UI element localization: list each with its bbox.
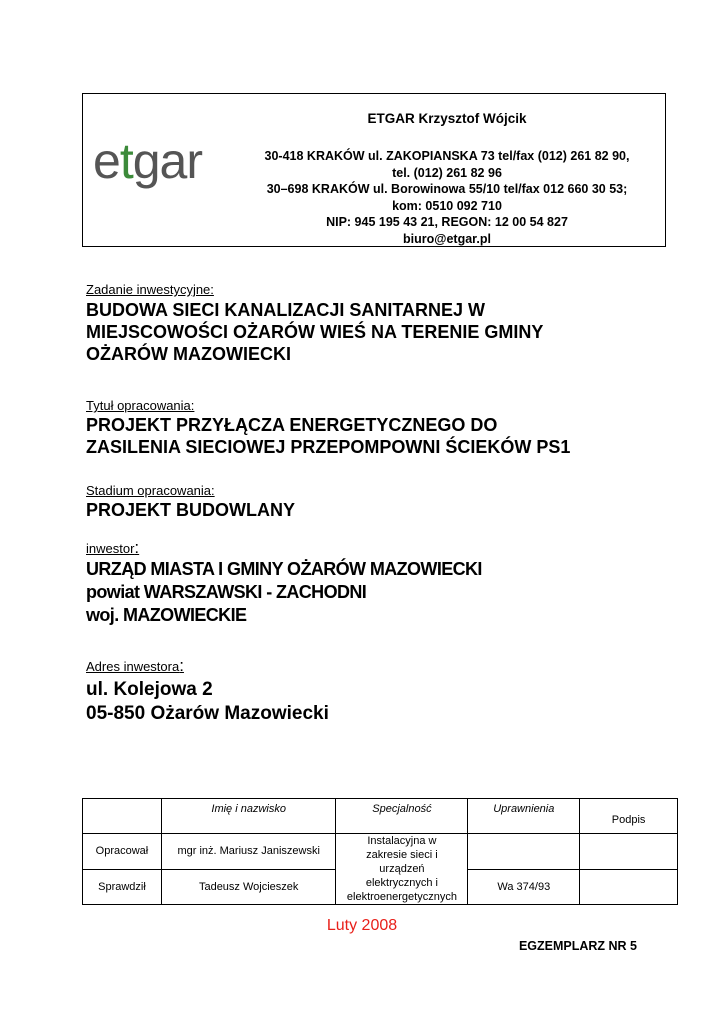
company-email: biuro@etgar.pl <box>403 231 491 246</box>
header-cell-uprawnienia: Uprawnienia <box>468 799 580 834</box>
specjalnosc-line: Instalacyjna w <box>367 835 437 847</box>
company-info <box>233 94 661 247</box>
zadanie-line: BUDOWA SIECI KANALIZACJI SANITARNEJ W <box>86 300 486 320</box>
document-date: Luty 2008 <box>326 917 398 934</box>
row-role: Opracował <box>83 834 162 870</box>
row-name: mgr inż. Mariusz Janiszewski <box>161 834 336 870</box>
inwestor-line: woj. MAZOWIECKIE <box>86 605 247 625</box>
header-cell-empty <box>83 799 162 834</box>
specjalnosc-cell <box>336 834 468 905</box>
inwestor-line: URZĄD MIASTA I GMINY OŻARÓW MAZOWIECKI <box>86 559 482 579</box>
tytul-label: Tytuł opracowania: <box>86 398 195 413</box>
row-uprawnienia <box>468 834 580 870</box>
row-uprawnienia: Wa 374/93 <box>468 869 580 905</box>
tytul-line: PROJEKT PRZYŁĄCZA ENERGETYCZNEGO DO <box>86 415 498 435</box>
company-line: kom: 0510 092 710 <box>392 198 502 213</box>
header-box <box>82 93 666 247</box>
company-address <box>233 148 661 247</box>
row-podpis <box>580 834 678 870</box>
tytul-line: ZASILENIA SIECIOWEJ PRZEPOMPOWNI ŚCIEKÓW PS1 <box>86 437 571 457</box>
specjalnosc-line: zakresie sieci i <box>366 849 438 861</box>
adres-line: ul. Kolejowa 2 <box>86 679 213 700</box>
company-line: NIP: 945 195 43 21, REGON: 12 00 54 827 <box>326 215 568 229</box>
etgar-logo <box>93 133 202 189</box>
copy-number: EGZEMPLARZ NR 5 <box>518 939 637 953</box>
adres-label <box>86 656 329 676</box>
zadanie-section <box>86 282 543 365</box>
signature-table <box>82 798 678 905</box>
company-line: 30–698 KRAKÓW ul. Borowinowa 55/10 tel/fax 012 660 30 53; <box>266 182 628 196</box>
adres-line: 05-850 Ożarów Mazowiecki <box>86 703 329 724</box>
inwestor-label-colon: : <box>134 538 140 557</box>
adres-label-text: Adres inwestora <box>86 659 180 674</box>
inwestor-name <box>86 558 482 627</box>
zadanie-title <box>86 299 543 365</box>
header-cell-podpis: Podpis <box>580 799 678 834</box>
specjalnosc-line: elektroenergetycznych <box>346 891 457 903</box>
company-name: ETGAR Krzysztof Wójcik <box>367 111 527 126</box>
row-role: Sprawdził <box>83 869 162 905</box>
signature-table-header <box>83 799 678 834</box>
stadium-section <box>86 483 295 521</box>
tytul-title <box>86 414 570 458</box>
logo-letters-gar: gar <box>132 133 202 189</box>
adres-value <box>86 678 329 726</box>
zadanie-line: OŻARÓW MAZOWIECKI <box>86 344 291 364</box>
adres-label-colon: : <box>179 656 184 675</box>
specjalnosc-line: elektrycznych i <box>365 877 438 889</box>
zadanie-label: Zadanie inwestycyjne: <box>86 282 214 297</box>
specjalnosc-line: urządzeń <box>379 863 425 875</box>
table-row <box>83 834 678 870</box>
company-line: 30-418 KRAKÓW ul. ZAKOPIANSKA 73 tel/fax (012) 261 82 90, <box>264 149 630 163</box>
row-name: Tadeusz Wojcieszek <box>161 869 336 905</box>
logo-letter-t: t <box>119 133 133 189</box>
header-cell-specjalnosc: Specjalność <box>336 799 468 834</box>
stadium-value: PROJEKT BUDOWLANY <box>86 500 296 520</box>
inwestor-line: powiat WARSZAWSKI - ZACHODNI <box>86 582 367 602</box>
logo-letter-e: e <box>93 133 120 189</box>
inwestor-label-text: inwestor <box>86 541 135 556</box>
inwestor-label <box>86 538 482 558</box>
stadium-label: Stadium opracowania: <box>86 483 215 498</box>
inwestor-section <box>86 538 482 627</box>
header-cell-name: Imię i nazwisko <box>161 799 336 834</box>
company-line: tel. (012) 261 82 96 <box>392 165 502 180</box>
row-podpis <box>580 869 678 905</box>
adres-section <box>86 656 329 726</box>
tytul-section <box>86 398 570 458</box>
zadanie-line: MIEJSCOWOŚCI OŻARÓW WIEŚ NA TERENIE GMINY <box>86 322 544 342</box>
